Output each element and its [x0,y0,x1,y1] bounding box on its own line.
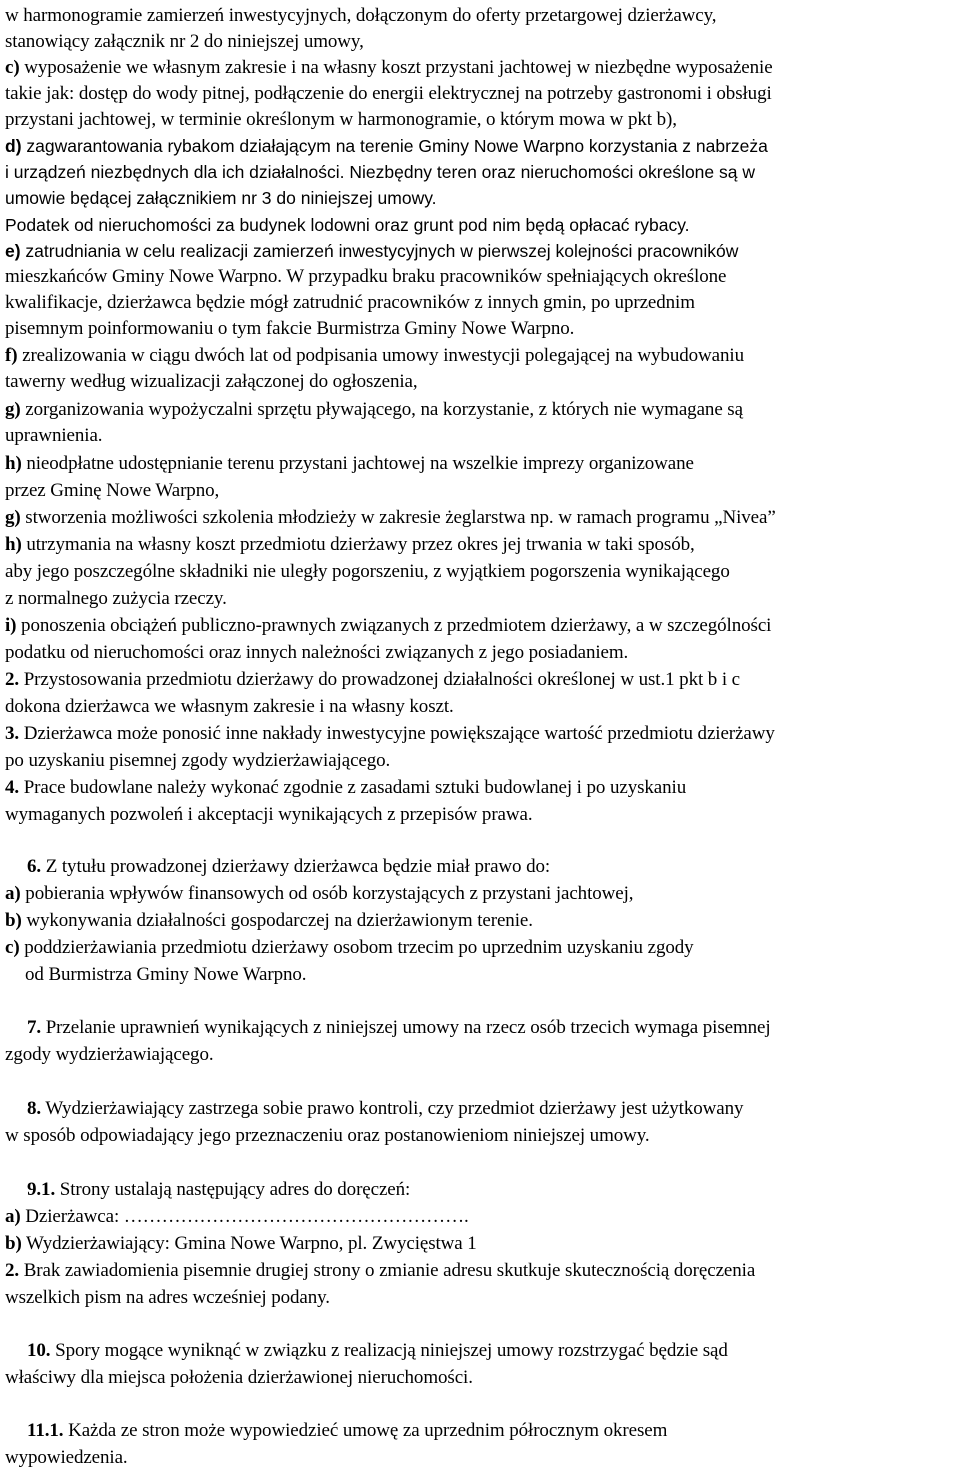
item-label: a) [5,1206,21,1227]
line-text: przez Gminę Nowe Warpno, [5,480,220,501]
text-line [5,505,776,531]
text-line [5,451,694,477]
text-line [5,343,744,369]
text-line [27,1177,410,1203]
text-line [27,1015,771,1041]
item-label: c) [5,57,20,78]
text-line [5,935,694,961]
line-text: kwalifikacje, dzierżawca będzie mógł zatrudnić pracowników z innych gmin, po uprzednim [5,292,695,313]
item-label: 3. [5,723,20,744]
line-text: nieodpłatne udostępnianie terenu przystani jachtowej na wszelkie imprezy organizowane [21,453,694,474]
text-line [5,1123,650,1149]
text-line [5,1258,755,1284]
line-text: w sposób odpowiadający jego przeznaczeniu oraz postanowieniom niniejszej umowy. [5,1125,650,1146]
text-line [5,694,454,720]
line-text: utrzymania na własny koszt przedmiotu dzierżawy przez okres jej trwania w taki sposób, [21,534,695,555]
text-line [5,532,695,558]
text-line [5,586,227,612]
text-line [5,159,755,185]
line-text: wykonywania działalności gospodarczej na dzierżawionym terenie. [21,910,533,931]
text-line [5,185,437,211]
text-line [5,640,628,666]
item-label: 2. [5,669,20,690]
text-line [5,212,690,238]
text-line [5,397,743,423]
text-line [5,559,730,585]
text-line [27,1418,667,1444]
line-text: poddzierżawiania przedmiotu dzierżawy osobom trzecim po uprzednim uzyskaniu zgody [19,937,694,958]
line-text: stworzenia możliwości szkolenia młodzieży w zakresie żeglarstwa np. w ramach programu „Nivea” [20,507,776,528]
line-text: Spory mogące wyniknąć w związku z realizacją niniejszej umowy rozstrzygać będzie sąd [50,1340,728,1361]
item-label: 11.1. [27,1420,64,1441]
line-text: pisemnym poinformowaniu o tym fakcie Burmistrza Gminy Nowe Warpno. [5,318,575,339]
text-line [5,881,633,907]
item-label: 2. [5,1260,20,1281]
item-label: 6. [27,856,42,877]
item-label: 4. [5,777,20,798]
text-line [27,1096,743,1122]
text-line [27,854,550,880]
text-line [5,1365,473,1391]
line-text: właściwy dla miejsca położenia dzierżawionej nieruchomości. [5,1367,473,1388]
item-label: 7. [27,1017,42,1038]
line-text: Brak zawiadomienia pisemnie drugiej strony o zmianie adresu skutkuje skutecznością doręczenia [19,1260,756,1281]
line-text: takie jak: dostęp do wody pitnej, podłączenie do energii elektrycznej na potrzeby gastronomi i obsługi [5,83,772,104]
line-text: zatrudniania w celu realizacji zamierzeń inwestycyjnych w pierwszej kolejności pracowników [20,241,739,261]
line-text: uprawnienia. [5,425,103,446]
line-text: Każda ze stron może wypowiedzieć umowę za uprzednim półrocznym okresem [63,1420,668,1441]
line-text: Prace budowlane należy wykonać zgodnie z zasadami sztuki budowlanej i po uzyskaniu [19,777,687,798]
line-text: przystani jachtowej, w terminie określonym w harmonogramie, o którym mowa w pkt b), [5,109,677,130]
item-label: g) [5,399,21,420]
line-text: wszelkich pism na adres wcześniej podany. [5,1287,330,1308]
text-line [5,1231,477,1257]
item-label: b) [5,910,22,931]
text-line [5,107,677,133]
text-line [5,423,102,449]
line-text: stanowiący załącznik nr 2 do niniejszej umowy, [5,31,364,52]
line-text: po uzyskaniu pisemnej zgody wydzierżawiającego. [5,750,391,771]
line-text: Wydzierżawiający: Gmina Nowe Warpno, pl. Zwycięstwa 1 [21,1233,477,1254]
line-text: Wydzierżawiający zastrzega sobie prawo kontroli, czy przedmiot dzierżawy jest użytkowany [41,1098,744,1119]
line-text: z normalnego zużycia rzeczy. [5,588,227,609]
text-line [25,962,306,988]
line-text: mieszkańców Gminy Nowe Warpno. W przypadku braku pracowników spełniających określone [5,266,727,287]
item-label: 9.1. [27,1179,56,1200]
line-text: i urządzeń niezbędnych dla ich działalności. Niezbędny teren oraz nieruchomości określone są w [5,162,755,182]
text-line [5,55,773,81]
item-label: g) [5,507,21,528]
item-label: h) [5,534,22,555]
item-label: d) [5,136,22,156]
text-line [5,316,574,342]
text-line [5,238,738,264]
item-label: 10. [27,1340,51,1361]
line-text: dokona dzierżawca we własnym zakresie i na własny koszt. [5,696,454,717]
text-line [5,1042,214,1068]
line-text: od Burmistrza Gminy Nowe Warpno. [25,964,307,985]
text-line [5,369,418,395]
item-label: i) [5,615,17,636]
text-line [27,1338,728,1364]
item-label: c) [5,937,20,958]
item-label: e) [5,241,21,261]
line-text: wyposażenie we własnym zakresie i na własny koszt przystani jachtowej w niezbędne wyposażenie [19,57,773,78]
line-text: umowie będącej załącznikiem nr 3 do niniejszej umowy. [5,188,437,208]
line-text: pobierania wpływów finansowych od osób korzystających z przystani jachtowej, [20,883,634,904]
line-text: Strony ustalają następujący adres do doręczeń: [55,1179,411,1200]
line-text: zagwarantowania rybakom działającym na terenie Gminy Nowe Warpno korzystania z nabrzeża [21,136,768,156]
text-line [5,133,768,159]
line-text: Dzierżawca może ponosić inne nakłady inwestycyjne powiększające wartość przedmiotu dzierżawy [19,723,775,744]
line-text: zrealizowania w ciągu dwóch lat od podpisania umowy inwestycji polegającej na wybudowaniu [17,345,744,366]
line-text: podatku od nieruchomości oraz innych należności związanych z jego posiadaniem. [5,642,629,663]
line-text: zorganizowania wypożyczalni sprzętu pływającego, na korzystanie, z których nie wymagane są [20,399,743,420]
line-text: Przystosowania przedmiotu dzierżawy do prowadzonej działalności określonej w ust.1 pkt b i c [19,669,741,690]
text-line [5,721,775,747]
line-text: Dzierżawca: ………………………………………………. [20,1206,469,1227]
text-line [5,775,686,801]
line-text: aby jego poszczególne składniki nie uległy pogorszeniu, z wyjątkiem pogorszenia wynikającego [5,561,730,582]
text-line [5,81,772,107]
text-line [5,613,771,639]
text-line [5,1445,128,1471]
text-line [5,264,726,290]
item-label: b) [5,1233,22,1254]
line-text: wypowiedzenia. [5,1447,128,1468]
line-text: ponoszenia obciążeń publiczno-prawnych związanych z przedmiotem dzierżawy, a w szczególności [16,615,772,636]
text-line [5,748,390,774]
text-line [5,3,716,29]
line-text: Z tytułu prowadzonej dzierżawy dzierżawca będzie miał prawo do: [41,856,551,877]
line-text: zgody wydzierżawiającego. [5,1044,214,1065]
item-label: f) [5,345,18,366]
item-label: 8. [27,1098,42,1119]
item-label: a) [5,883,21,904]
line-text: w harmonogramie zamierzeń inwestycyjnych, dołączonym do oferty przetargowej dzierżawcy, [5,5,717,26]
text-line [5,1285,330,1311]
text-line [5,667,740,693]
line-text: Podatek od nieruchomości za budynek lodowni oraz grunt pod nim będą opłacać rybacy. [5,215,690,235]
text-line [5,290,695,316]
text-line [5,908,533,934]
text-line [5,478,219,504]
text-line [5,802,533,828]
text-line [5,29,364,55]
item-label: h) [5,453,22,474]
line-text: wymaganych pozwoleń i akceptacji wynikających z przepisów prawa. [5,804,533,825]
line-text: tawerny według wizualizacji załączonej do ogłoszenia, [5,371,418,392]
text-line [5,1204,469,1230]
line-text: Przelanie uprawnień wynikających z niniejszej umowy na rzecz osób trzecich wymaga pisemnej [41,1017,771,1038]
